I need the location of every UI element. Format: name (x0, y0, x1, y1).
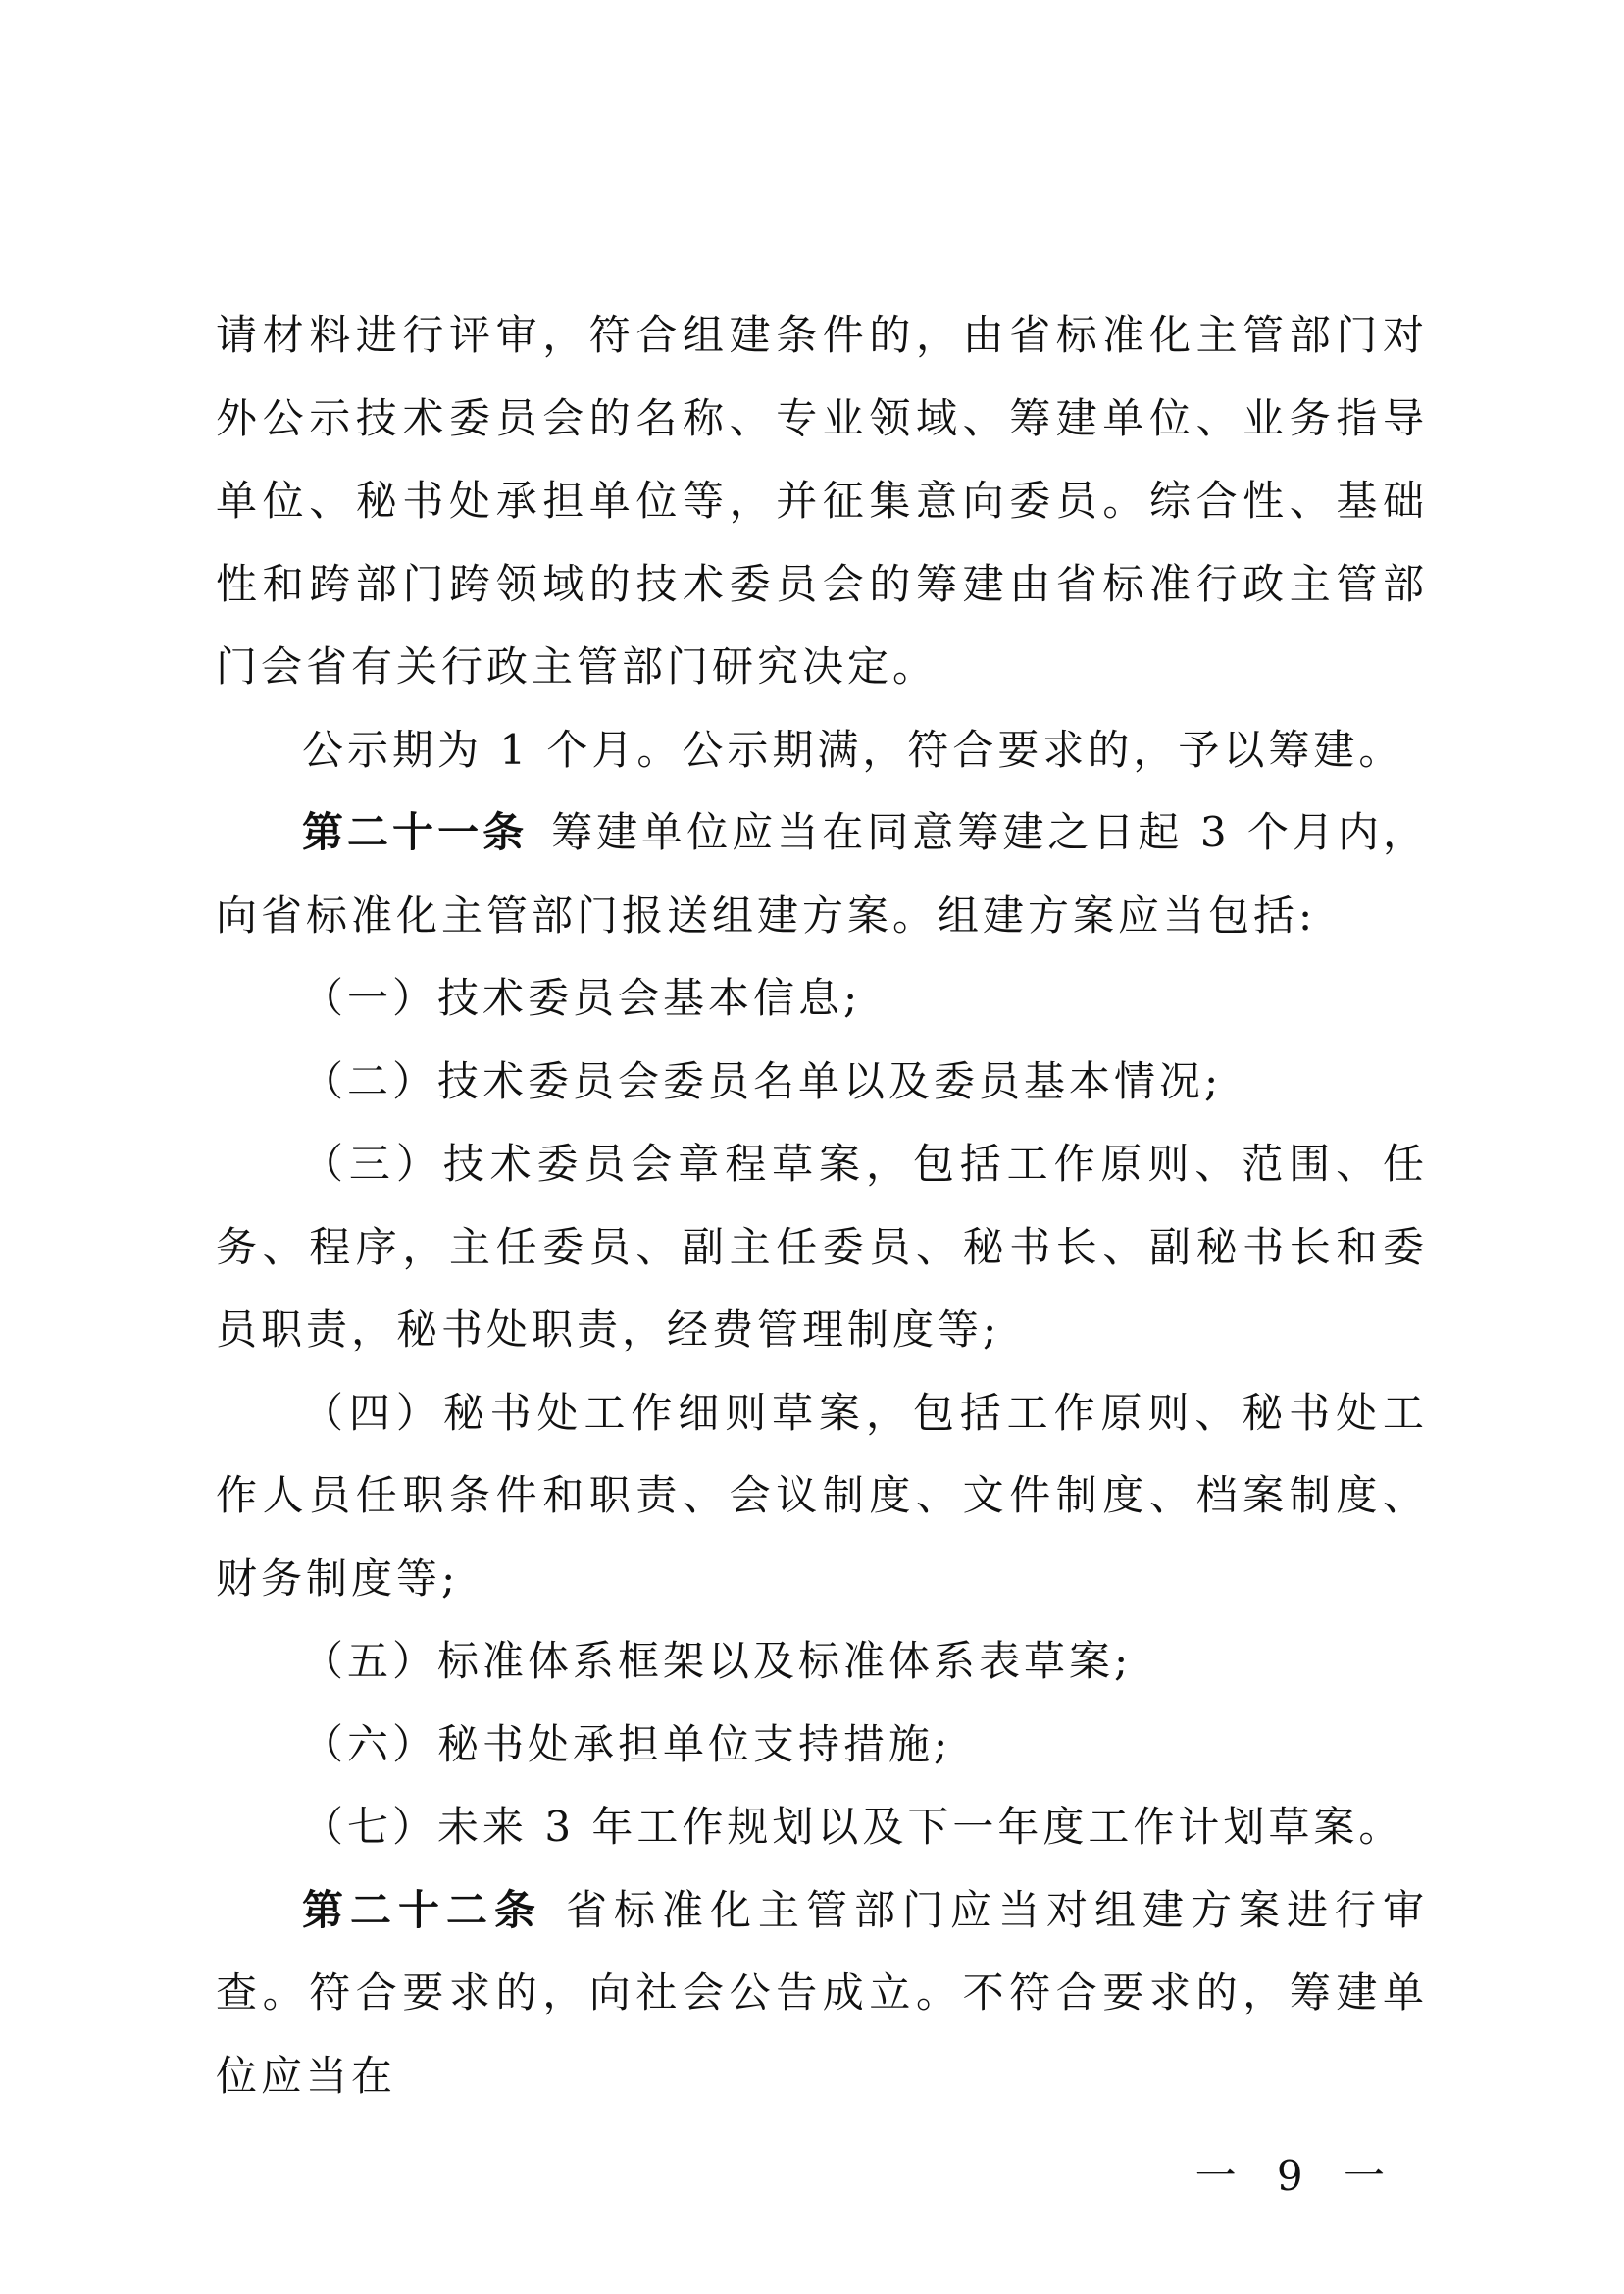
article-title: 第二十二条 (302, 1885, 542, 1934)
article-22 (216, 1869, 1428, 2118)
list-item-6 (216, 1704, 1428, 1787)
paragraph-publicity-period (216, 709, 1428, 792)
list-item-5 (216, 1620, 1428, 1704)
list-item-text: （三）技术委员会章程草案，包括工作原则、范围、任务、程序，主任委员、副主任委员、秘书长、副秘书长和委员职责，秘书处职责，经费管理制度等; (216, 1140, 1428, 1353)
paragraph-text: 公示期为 1 个月。公示期满，符合要求的，予以筹建。 (302, 725, 1404, 774)
article-title: 第二十一条 (302, 808, 529, 856)
article-21 (216, 791, 1428, 957)
list-item-7 (216, 1786, 1428, 1869)
list-item-2 (216, 1041, 1428, 1124)
list-item-text: （二）技术委员会委员名单以及委员基本情况; (302, 1056, 1223, 1105)
list-item-text: （五）标准体系框架以及标准体系表草案; (302, 1637, 1133, 1685)
list-item-1 (216, 957, 1428, 1041)
paragraph-text: 省标准化主管部门应当对组建方案进行审查。符合要求的，向社会公告成立。不符合要求的，筹建单位应当在 (216, 1885, 1428, 2100)
list-item-text: （一）技术委员会基本信息; (302, 974, 862, 1022)
list-item-3 (216, 1123, 1428, 1372)
list-item-text: （四）秘书处工作细则草案，包括工作原则、秘书处工作人员任职条件和职责、会议制度、文件制度、档案制度、财务制度等; (216, 1388, 1428, 1603)
paragraph-text: 请材料进行评审，符合组建条件的，由省标准化主管部门对外公示技术委员会的名称、专业领域、筹建单位、业务指导单位、秘书处承担单位等，并征集意向委员。综合性、基础性和跨部门跨领域的技术委员会的筹建由省标准行政主管部门会省有关行政主管部门研究决定。 (216, 311, 1428, 690)
paragraph-continued (216, 294, 1428, 709)
list-item-4 (216, 1372, 1428, 1621)
page-number: 一 9 一 (1194, 2152, 1398, 2200)
paragraph-text: 筹建单位应当在同意筹建之日起 3 个月内，向省标准化主管部门报送组建方案。组建方案应当包括: (216, 808, 1428, 940)
list-item-text: （七）未来 3 年工作规划以及下一年度工作计划草案。 (302, 1803, 1404, 1851)
document-body (216, 294, 1428, 2117)
list-item-text: （六）秘书处承担单位支持措施; (302, 1719, 952, 1768)
